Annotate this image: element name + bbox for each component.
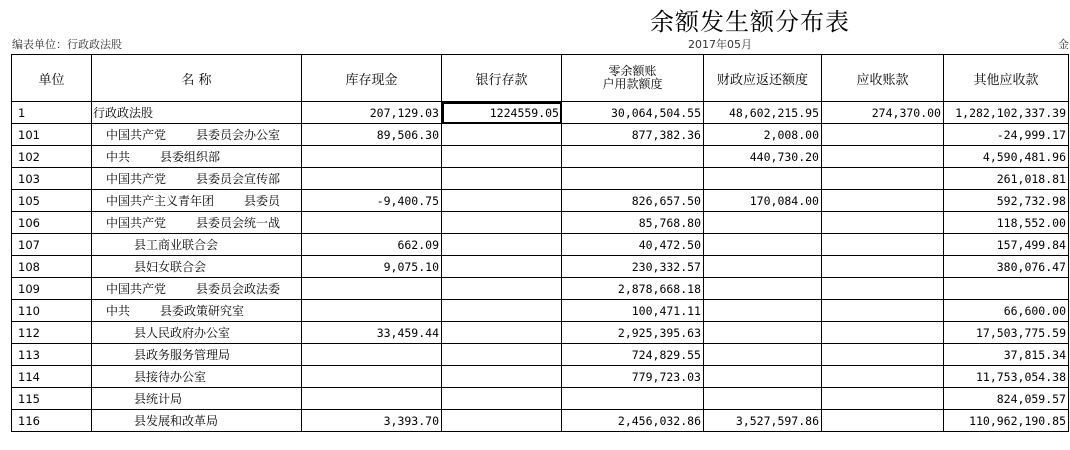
- cell-receivable[interactable]: 274,370.00: [822, 102, 944, 124]
- cell-other[interactable]: 118,552.00: [944, 212, 1069, 234]
- cell-fiscal[interactable]: [704, 168, 822, 190]
- cell-cash[interactable]: [302, 344, 442, 366]
- cell-unit-code[interactable]: 115: [12, 388, 92, 410]
- cell-fiscal[interactable]: [704, 322, 822, 344]
- cell-fiscal[interactable]: 2,008.00: [704, 124, 822, 146]
- cell-unit-name-prefix: 中国共产党: [106, 216, 167, 230]
- cell-bank[interactable]: [442, 300, 562, 322]
- cell-unit-name-suffix: 县委员会宣传部: [196, 172, 281, 186]
- cell-unit-name[interactable]: [92, 146, 302, 168]
- cell-receivable[interactable]: [822, 146, 944, 168]
- cell-other[interactable]: 110,962,190.85: [944, 410, 1069, 432]
- cell-unit-name[interactable]: [92, 168, 302, 190]
- report-unit-label: 编表单位：行政政法股: [12, 38, 122, 51]
- cell-unit-code[interactable]: 109: [12, 278, 92, 300]
- cell-other[interactable]: [944, 278, 1069, 300]
- cell-cash[interactable]: [302, 168, 442, 190]
- col-header-unit[interactable]: 单位: [12, 55, 92, 102]
- table-row[interactable]: [12, 410, 1069, 432]
- table-row[interactable]: [12, 278, 1069, 300]
- cell-unit-name-prefix: 中共: [106, 150, 131, 164]
- cell-unit-name[interactable]: [92, 278, 302, 300]
- cell-unit-code[interactable]: 110: [12, 300, 92, 322]
- cell-unit-name-suffix: 县委员: [244, 194, 281, 208]
- cell-cash[interactable]: [302, 278, 442, 300]
- cell-zero[interactable]: 826,657.50: [562, 190, 704, 212]
- cell-bank[interactable]: [442, 234, 562, 256]
- cell-unit-name[interactable]: [92, 300, 302, 322]
- cell-zero[interactable]: 40,472.50: [562, 234, 704, 256]
- cell-unit-code[interactable]: 114: [12, 366, 92, 388]
- cell-unit-name[interactable]: 县妇女联合会: [92, 256, 302, 278]
- cell-other[interactable]: 17,503,775.59: [944, 322, 1069, 344]
- cell-unit-name[interactable]: [92, 124, 302, 146]
- table-row[interactable]: [12, 322, 1069, 344]
- cell-unit-name-prefix: 中共: [106, 304, 131, 318]
- table-row[interactable]: [12, 146, 1069, 168]
- cell-zero[interactable]: 877,382.36: [562, 124, 704, 146]
- cell-receivable[interactable]: [822, 388, 944, 410]
- cell-unit-name-suffix: 县委员会办公室: [196, 128, 281, 142]
- col-header-cash[interactable]: 库存现金: [302, 55, 442, 102]
- cell-receivable[interactable]: [822, 124, 944, 146]
- cell-zero[interactable]: 2,925,395.63: [562, 322, 704, 344]
- cell-zero[interactable]: [562, 168, 704, 190]
- cell-receivable[interactable]: [822, 190, 944, 212]
- cell-receivable[interactable]: [822, 410, 944, 432]
- cell-unit-name-suffix: 县委员会政法委: [196, 282, 281, 296]
- cell-unit-code[interactable]: 105: [12, 190, 92, 212]
- col-header-zero-line2: 户用款额度: [602, 77, 663, 91]
- cell-zero[interactable]: 2,456,032.86: [562, 410, 704, 432]
- cell-zero[interactable]: 230,332.57: [562, 256, 704, 278]
- col-header-name[interactable]: 名 称: [92, 55, 302, 102]
- cell-other[interactable]: 11,753,054.38: [944, 366, 1069, 388]
- cell-zero[interactable]: 779,723.03: [562, 366, 704, 388]
- cell-other[interactable]: 592,732.98: [944, 190, 1069, 212]
- cell-cash[interactable]: [302, 388, 442, 410]
- cell-unit-name[interactable]: 县政务服务管理局: [92, 344, 302, 366]
- table-row[interactable]: [12, 190, 1069, 212]
- cell-cash[interactable]: 3,393.70: [302, 410, 442, 432]
- cell-bank[interactable]: 1224559.05: [442, 102, 562, 124]
- cell-unit-name-suffix: 县委员会统一战: [196, 216, 281, 230]
- cell-bank[interactable]: [442, 168, 562, 190]
- cell-receivable[interactable]: [822, 168, 944, 190]
- cell-unit-name[interactable]: 县人民政府办公室: [92, 322, 302, 344]
- cell-unit-name[interactable]: [92, 190, 302, 212]
- table-body: [12, 102, 1069, 432]
- cell-unit-name[interactable]: 县发展和改革局: [92, 410, 302, 432]
- cell-fiscal[interactable]: 170,084.00: [704, 190, 822, 212]
- cell-unit-name-suffix: 县委政策研究室: [160, 304, 245, 318]
- cell-unit-name[interactable]: 县接待办公室: [92, 366, 302, 388]
- table-row[interactable]: [12, 234, 1069, 256]
- cell-zero[interactable]: 2,878,668.18: [562, 278, 704, 300]
- report-period: 2017年05月: [688, 38, 752, 51]
- cell-unit-name-prefix: 中国共产党: [106, 282, 167, 296]
- cell-receivable[interactable]: [822, 322, 944, 344]
- col-header-zero-balance[interactable]: [562, 55, 704, 102]
- report-title: 余额发生额分布表: [650, 8, 850, 36]
- cell-fiscal[interactable]: [704, 256, 822, 278]
- cell-bank[interactable]: [442, 190, 562, 212]
- col-header-other-receivable[interactable]: 其他应收款: [944, 55, 1069, 102]
- cell-unit-name-prefix: 中国共产党: [106, 128, 167, 142]
- cell-other[interactable]: 4,590,481.96: [944, 146, 1069, 168]
- cell-receivable[interactable]: [822, 300, 944, 322]
- cell-zero[interactable]: [562, 388, 704, 410]
- cell-bank[interactable]: [442, 322, 562, 344]
- cell-bank[interactable]: [442, 146, 562, 168]
- cell-unit-name-suffix: 县委组织部: [160, 150, 221, 164]
- cell-cash[interactable]: 207,129.03: [302, 102, 442, 124]
- table-row[interactable]: [12, 124, 1069, 146]
- cell-other[interactable]: 380,076.47: [944, 256, 1069, 278]
- cell-other[interactable]: 1,282,102,337.39: [944, 102, 1069, 124]
- col-header-bank[interactable]: 银行存款: [442, 55, 562, 102]
- cell-fiscal[interactable]: [704, 300, 822, 322]
- cell-receivable[interactable]: [822, 366, 944, 388]
- cell-cash[interactable]: [302, 212, 442, 234]
- cell-fiscal[interactable]: 440,730.20: [704, 146, 822, 168]
- cell-receivable[interactable]: [822, 344, 944, 366]
- cell-receivable[interactable]: [822, 278, 944, 300]
- cell-cash[interactable]: [302, 366, 442, 388]
- cell-unit-name-prefix: 中国共产主义青年团: [106, 194, 215, 208]
- cell-other[interactable]: 824,059.57: [944, 388, 1069, 410]
- cell-fiscal[interactable]: [704, 366, 822, 388]
- cell-fiscal[interactable]: [704, 388, 822, 410]
- cell-receivable[interactable]: [822, 256, 944, 278]
- cell-other[interactable]: 66,600.00: [944, 300, 1069, 322]
- cell-unit-code[interactable]: 108: [12, 256, 92, 278]
- cell-unit-code[interactable]: 102: [12, 146, 92, 168]
- cell-bank[interactable]: [442, 344, 562, 366]
- cell-cash[interactable]: -9,400.75: [302, 190, 442, 212]
- cell-unit-code[interactable]: 113: [12, 344, 92, 366]
- table-row[interactable]: [12, 344, 1069, 366]
- cell-zero[interactable]: 724,829.55: [562, 344, 704, 366]
- table-row[interactable]: [12, 256, 1069, 278]
- cell-bank[interactable]: [442, 410, 562, 432]
- cell-cash[interactable]: 9,075.10: [302, 256, 442, 278]
- table-row[interactable]: [12, 366, 1069, 388]
- cell-cash[interactable]: [302, 146, 442, 168]
- cell-unit-name[interactable]: 县统计局: [92, 388, 302, 410]
- cell-fiscal[interactable]: [704, 234, 822, 256]
- cell-other[interactable]: 157,499.84: [944, 234, 1069, 256]
- cell-fiscal[interactable]: [704, 344, 822, 366]
- cell-bank[interactable]: [442, 366, 562, 388]
- cell-unit-name[interactable]: 县工商业联合会: [92, 234, 302, 256]
- table-row[interactable]: [12, 168, 1069, 190]
- report-currency-label: 金: [1058, 38, 1069, 51]
- cell-unit-code[interactable]: 112: [12, 322, 92, 344]
- cell-cash[interactable]: 33,459.44: [302, 322, 442, 344]
- table-row[interactable]: [12, 300, 1069, 322]
- balance-table: [11, 54, 1069, 432]
- cell-unit-name[interactable]: [92, 212, 302, 234]
- cell-zero[interactable]: 85,768.80: [562, 212, 704, 234]
- table-row[interactable]: [12, 212, 1069, 234]
- cell-unit-code[interactable]: 106: [12, 212, 92, 234]
- cell-fiscal[interactable]: 48,602,215.95: [704, 102, 822, 124]
- cell-bank[interactable]: [442, 212, 562, 234]
- cell-unit-code[interactable]: 1: [12, 102, 92, 124]
- cell-cash[interactable]: 89,506.30: [302, 124, 442, 146]
- col-header-receivable[interactable]: 应收账款: [822, 55, 944, 102]
- cell-other[interactable]: -24,999.17: [944, 124, 1069, 146]
- cell-zero[interactable]: [562, 146, 704, 168]
- cell-fiscal[interactable]: 3,527,597.86: [704, 410, 822, 432]
- cell-other[interactable]: 261,018.81: [944, 168, 1069, 190]
- cell-unit-code[interactable]: 103: [12, 168, 92, 190]
- cell-fiscal[interactable]: [704, 212, 822, 234]
- cell-other[interactable]: 37,815.34: [944, 344, 1069, 366]
- cell-fiscal[interactable]: [704, 278, 822, 300]
- cell-unit-code[interactable]: 116: [12, 410, 92, 432]
- col-header-zero-line1: 零余额账: [608, 64, 657, 78]
- col-header-fiscal[interactable]: 财政应返还额度: [704, 55, 822, 102]
- cell-bank[interactable]: [442, 256, 562, 278]
- cell-bank[interactable]: [442, 388, 562, 410]
- cell-unit-code[interactable]: 107: [12, 234, 92, 256]
- cell-bank[interactable]: [442, 278, 562, 300]
- cell-zero[interactable]: 100,471.11: [562, 300, 704, 322]
- cell-bank[interactable]: [442, 124, 562, 146]
- cell-unit-name-prefix: 中国共产党: [106, 172, 167, 186]
- table-row[interactable]: [12, 102, 1069, 124]
- cell-cash[interactable]: 662.09: [302, 234, 442, 256]
- header-row: [12, 55, 1069, 102]
- cell-receivable[interactable]: [822, 234, 944, 256]
- table-row[interactable]: [12, 388, 1069, 410]
- cell-unit-code[interactable]: 101: [12, 124, 92, 146]
- cell-zero[interactable]: 30,064,504.55: [562, 102, 704, 124]
- cell-receivable[interactable]: [822, 212, 944, 234]
- cell-cash[interactable]: [302, 300, 442, 322]
- cell-unit-name[interactable]: 行政政法股: [92, 102, 302, 124]
